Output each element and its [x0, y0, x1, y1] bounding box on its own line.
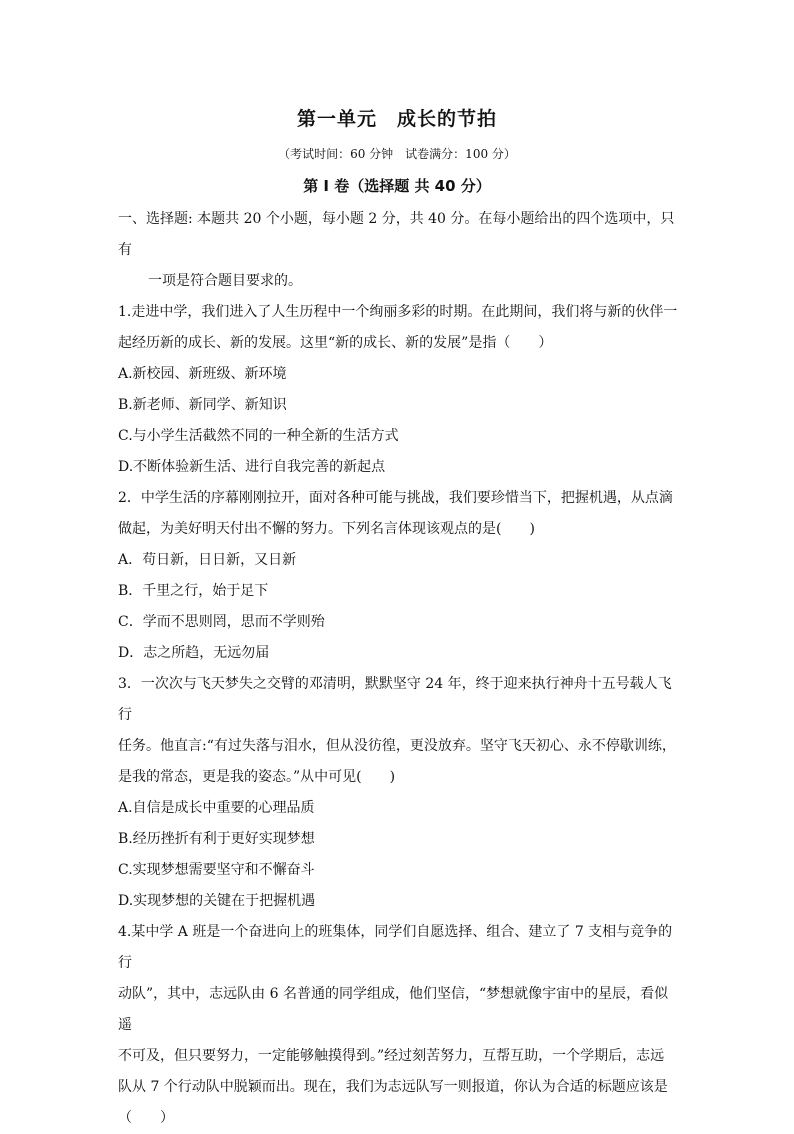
- question-2-option-c: C．学而不思则罔，思而不学则殆: [118, 614, 325, 630]
- instructions-line-1: 一、选择题: 本题共 20 个小题，每小题 2 分，共 40 分。在每小题给出的四个选项中，只有: [118, 211, 675, 258]
- question-4-line-5: （ ）: [118, 1110, 174, 1126]
- instructions: [118, 204, 678, 297]
- question-3-line-3: 是我的常态，更是我的姿态。”从中可见( ): [118, 769, 396, 785]
- question-3-option-a: A.自信是成长中重要的心理品质: [118, 800, 315, 816]
- question-1-option-a: A.新校园、新班级、新环境: [118, 366, 287, 382]
- question-4-line-2: 动队”，其中，志远队由 6 名普通的同学组成，他们坚信，“梦想就像宇宙中的星辰，看似遥: [118, 986, 669, 1033]
- question-1-line-1: 1.走进中学，我们进入了人生历程中一个绚丽多彩的时期。在此期间，我们将与新的伙伴一: [118, 304, 678, 320]
- question-1-option-b: B.新老师、新同学、新知识: [118, 397, 287, 413]
- question-3-line-1: 3．一次次与飞天梦失之交臂的邓清明，默默坚守 24 年，终于迎来执行神舟十五号载人飞行: [118, 676, 672, 723]
- question-4-line-4: 队从 7 个行动队中脱颖而出。现在，我们为志远队写一则报道，你认为合适的标题应该是: [118, 1079, 668, 1095]
- question-2-option-d: D．志之所趋，无远勿届: [118, 645, 270, 661]
- exam-info: （考试时间：60 分钟 试卷满分：100 分）: [278, 147, 516, 161]
- page-title: 第一单元 成长的节拍: [296, 108, 497, 130]
- question-4-line-1: 4.某中学 A 班是一个奋进向上的班集体，同学们自愿选择、组合、建立了 7 支相与竞争的行: [118, 924, 673, 971]
- question-2-line-2: 做起，为美好明天付出不懈的努力。下列名言体现该观点的是( ): [118, 521, 535, 537]
- section-heading: 第 I 卷（选择题 共 40 分）: [303, 177, 491, 195]
- question-3-line-2: 任务。他直言:“有过失落与泪水，但从没彷徨，更没放弃。坚守飞天初心、永不停歇训练，: [118, 738, 676, 754]
- question-1-line-2: 起经历新的成长、新的发展。这里“新的成长、新的发展”是指（ ）: [118, 335, 553, 351]
- question-content: [118, 204, 678, 1134]
- question-3-option-b: B.经历挫折有利于更好实现梦想: [118, 831, 315, 847]
- question-4-line-3: 不可及，但只要努力，一定能够触摸得到。”经过刻苦努力，互帮互助，一个学期后，志远: [118, 1048, 665, 1064]
- question-3-option-d: D.实现梦想的关键在于把握机遇: [118, 893, 316, 909]
- question-2-option-b: B．千里之行，始于足下: [118, 583, 269, 599]
- instructions-line-2: 一项是符合题目要求的。: [148, 273, 302, 289]
- question-1-option-c: C.与小学生活截然不同的一种全新的生活方式: [118, 428, 399, 444]
- question-2-option-a: A．苟日新，日日新，又日新: [118, 552, 297, 568]
- question-1-option-d: D.不断体验新生活、进行自我完善的新起点: [118, 459, 386, 475]
- question-2-line-1: 2．中学生活的序幕刚刚拉开，面对各种可能与挑战，我们要珍惜当下，把握机遇，从点滴: [118, 490, 673, 506]
- question-3-option-c: C.实现梦想需要坚守和不懈奋斗: [118, 862, 315, 878]
